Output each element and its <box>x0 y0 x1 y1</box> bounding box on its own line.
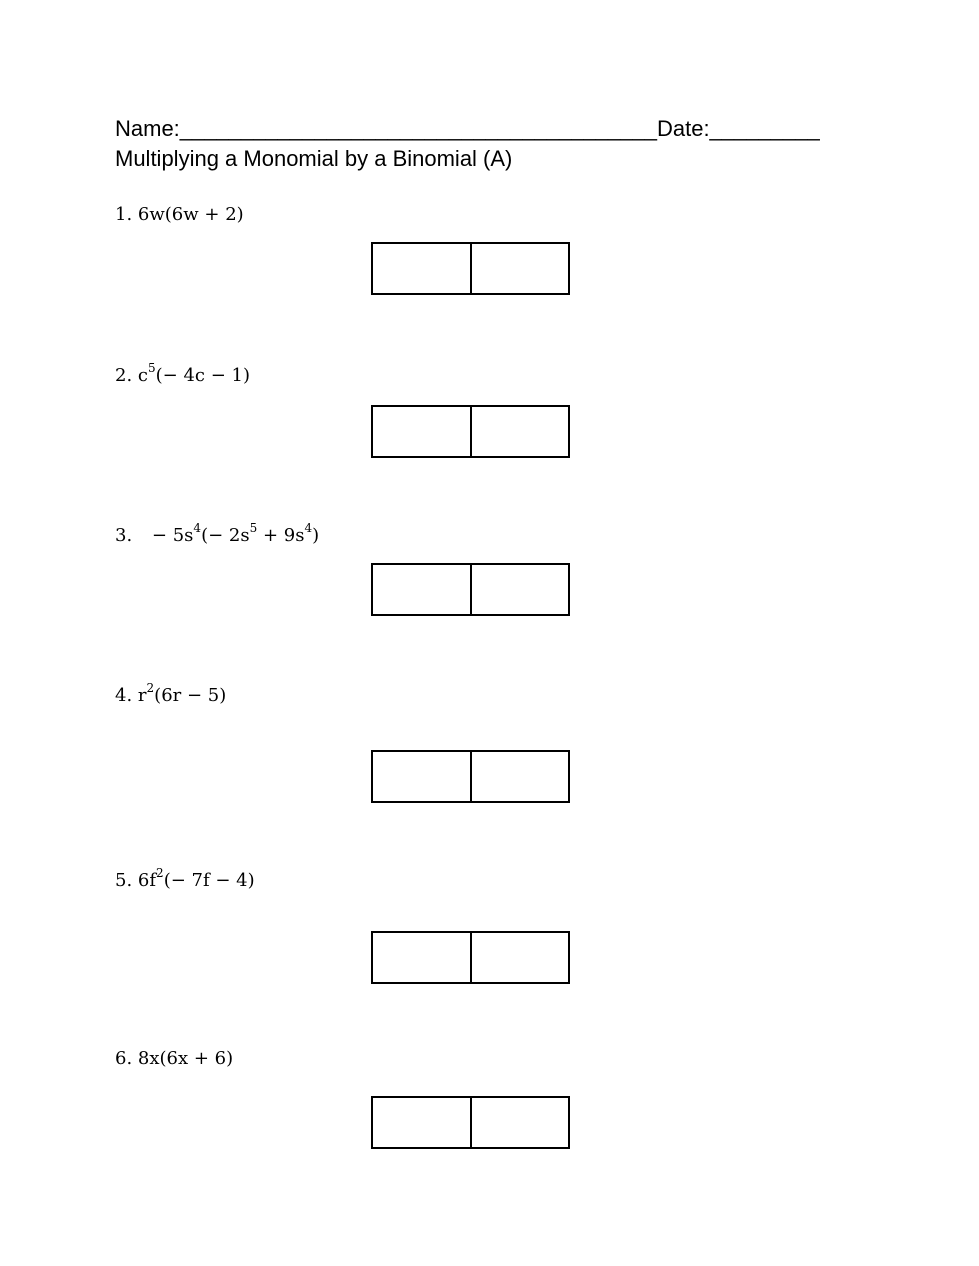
problem-expression <box>137 681 227 708</box>
problem-number: 2. <box>115 365 133 386</box>
problem-4 <box>115 681 227 708</box>
answer-cell-left[interactable] <box>373 933 470 982</box>
answer-cell-left[interactable] <box>373 565 470 614</box>
problem-number: 6. <box>115 1048 133 1069</box>
name-date-line: Name:_______________________________________Date:_________ <box>115 116 820 141</box>
answer-box-6[interactable] <box>371 1096 570 1149</box>
answer-box-4[interactable] <box>371 750 570 803</box>
problem-1 <box>115 203 244 227</box>
problem-number: 1. <box>115 204 133 225</box>
exponent: 5 <box>249 521 258 535</box>
problem-expression <box>137 866 255 893</box>
term-1: (− 2s <box>201 525 250 546</box>
answer-cell-left[interactable] <box>373 1098 470 1147</box>
binomial: (6w + 2) <box>164 204 244 225</box>
monomial: r <box>137 685 147 706</box>
answer-box-2[interactable] <box>371 405 570 458</box>
problem-expression <box>138 203 244 227</box>
problem-3 <box>115 521 320 548</box>
problem-number: 3. <box>115 525 133 546</box>
monomial: − 5s <box>151 525 194 546</box>
binomial: (− 7f − 4) <box>163 870 255 891</box>
exponent: 4 <box>304 521 313 535</box>
monomial: 6w <box>137 204 165 225</box>
exponent: 2 <box>156 866 164 880</box>
binomial: (− 4c − 1) <box>155 365 251 386</box>
answer-cell-left[interactable] <box>373 752 470 801</box>
exponent: 5 <box>148 361 156 375</box>
problem-number: 4. <box>115 685 133 706</box>
binomial: (6r − 5) <box>154 685 227 706</box>
answer-cell-right[interactable] <box>470 565 569 614</box>
monomial: 6f <box>137 870 157 891</box>
term-2: + 9s <box>262 525 305 546</box>
problem-5 <box>115 866 255 893</box>
binomial: (6x + 6) <box>159 1048 234 1069</box>
answer-cell-right[interactable] <box>470 752 569 801</box>
answer-cell-right[interactable] <box>470 244 569 293</box>
answer-box-5[interactable] <box>371 931 570 984</box>
monomial: 8x <box>137 1048 160 1069</box>
problem-expression <box>137 361 251 388</box>
problem-expression <box>138 1047 233 1071</box>
problem-2 <box>115 361 251 388</box>
answer-cell-right[interactable] <box>470 407 569 456</box>
answer-cell-left[interactable] <box>373 244 470 293</box>
problem-number: 5. <box>115 870 133 891</box>
problem-6 <box>115 1047 233 1071</box>
monomial: c <box>137 365 149 386</box>
worksheet-title: Multiplying a Monomial by a Binomial (A) <box>115 146 513 171</box>
exponent: 4 <box>193 521 202 535</box>
answer-cell-right[interactable] <box>470 933 569 982</box>
problem-expression <box>151 521 320 548</box>
answer-box-3[interactable] <box>371 563 570 616</box>
answer-box-1[interactable] <box>371 242 570 295</box>
answer-cell-left[interactable] <box>373 407 470 456</box>
answer-cell-right[interactable] <box>470 1098 569 1147</box>
exponent: 2 <box>146 681 155 695</box>
close-paren: ) <box>312 525 320 546</box>
